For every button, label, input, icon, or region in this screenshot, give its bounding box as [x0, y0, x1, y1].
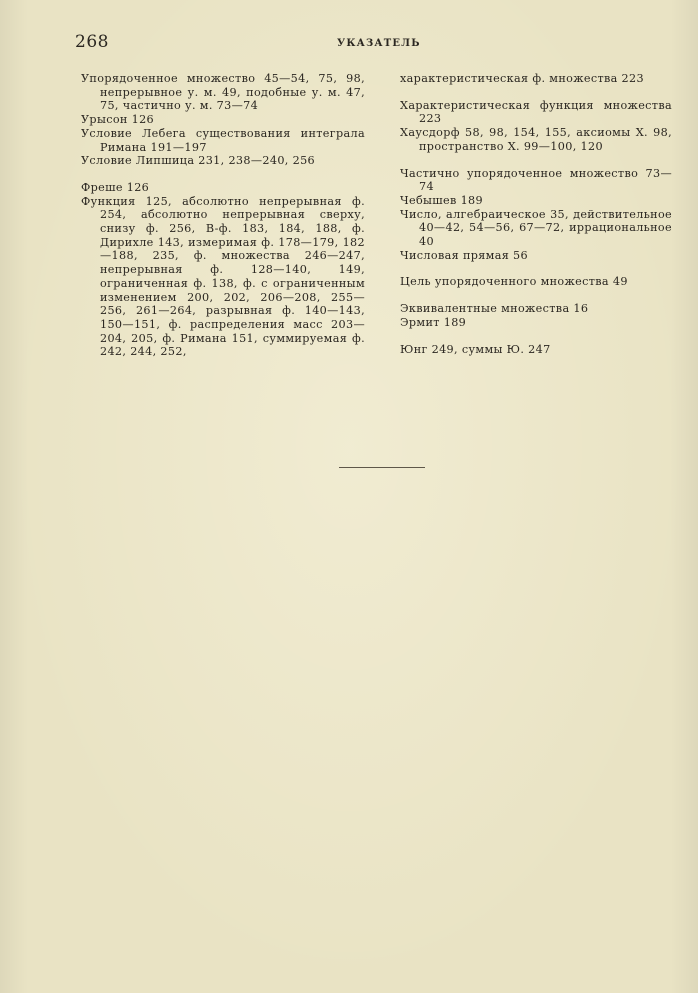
index-entry: Урысон 126	[81, 113, 155, 127]
index-entry: Чебышев 189	[400, 193, 483, 207]
section-gap	[400, 262, 672, 275]
page-number: 268	[75, 32, 109, 52]
index-entry: Условие Лебега существования интеграла Римана 191—197	[81, 126, 365, 154]
section-gap	[400, 86, 672, 99]
section-gap	[400, 154, 672, 167]
index-entry: Условие Липшица 231, 238—240, 256	[81, 154, 316, 168]
section-gap	[400, 330, 672, 343]
index-entry-continuation: характеристическая ф. множества 223	[400, 72, 644, 85]
index-entry: Частично упорядоченное множество 73—74	[400, 166, 672, 194]
index-entry: Юнг 249, суммы Ю. 247	[400, 342, 551, 356]
left-index-column	[81, 72, 365, 359]
index-entry: Фреше 126	[81, 180, 150, 194]
index-entry: Эрмит 189	[400, 315, 467, 329]
index-entry: Характеристическая функция множества 223	[400, 98, 672, 126]
index-entry: Числовая прямая 56	[400, 248, 528, 262]
index-entry: Цель упорядоченного множества 49	[400, 275, 628, 289]
section-gap	[400, 289, 672, 302]
index-entry: Хаусдорф 58, 98, 154, 155, аксиомы X. 98, пространство X. 99—100, 120	[400, 126, 672, 153]
page-header	[75, 32, 675, 52]
index-entry: Функция 125, абсолютно непрерывная ф. 254, абсолютно непрерывная сверху, снизу ф. 256, B-ф. 183, 184, 188, ф. Дирихле 143, измеримая ф. 178—179, 182—188, 235, ф. множества 246—247, непрерывная ф. 128—140, 149, ограниченная ф. 138, ф. с ограниченным изменением 200, 202, 206—208, 255—256, 261—264, разрывная ф. 140—143, 150—151, ф. распределения масс 203—204, 205, ф. Римана 151, суммируемая ф. 242, 244, 252,	[81, 194, 365, 359]
section-gap	[81, 168, 365, 181]
running-title: УКАЗАТЕЛЬ	[337, 38, 421, 49]
right-index-column	[400, 72, 672, 356]
index-entry: Упорядоченное множество 45—54, 75, 98, непрерывное у. м. 49, подобные у. м. 47, 75, частично у. м. 73—74	[81, 72, 365, 113]
index-entry: Эквивалентные множества 16	[400, 302, 589, 316]
section-divider	[339, 467, 425, 468]
index-entry: Число, алгебраическое 35, действительное 40—42, 54—56, 67—72, иррациональное 40	[400, 207, 672, 249]
